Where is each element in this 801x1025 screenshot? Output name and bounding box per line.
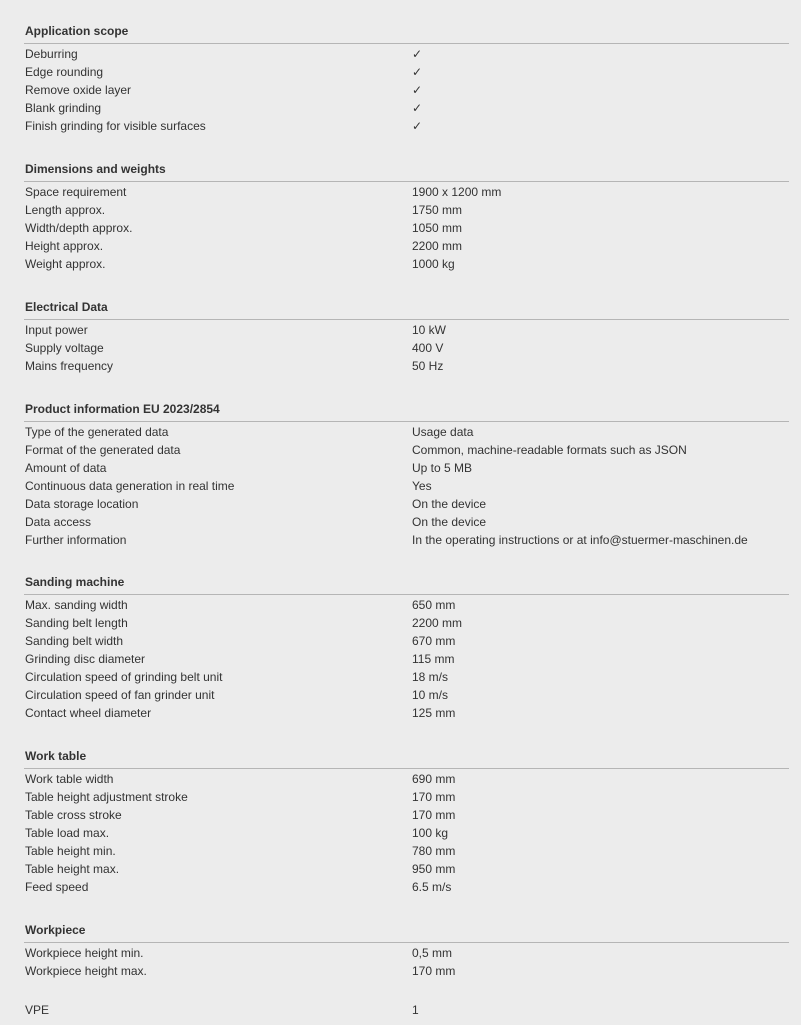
spec-value: 650 mm [412, 598, 456, 612]
spec-label: Work table width [25, 772, 114, 786]
spec-label: Type of the generated data [25, 425, 169, 439]
spec-label: Data storage location [25, 497, 139, 511]
spec-label: Blank grinding [25, 101, 102, 115]
spec-label: Mains frequency [25, 359, 114, 373]
spec-value: 100 kg [412, 826, 449, 840]
spec-label: Table load max. [25, 826, 110, 840]
spec-label: Table height adjustment stroke [25, 790, 188, 804]
spec-label: Circulation speed of fan grinder unit [25, 688, 215, 702]
spec-value: 780 mm [412, 844, 456, 858]
spec-row [24, 99, 789, 117]
spec-row [24, 770, 789, 788]
spec-value: On the device [412, 515, 487, 529]
spec-label: Sanding belt width [25, 634, 124, 648]
spec-label: Format of the generated data [25, 443, 181, 457]
spec-row [24, 596, 789, 614]
spec-row [24, 668, 789, 686]
spec-label: Width/depth approx. [25, 221, 133, 235]
spec-row [24, 704, 789, 722]
spec-row [24, 117, 789, 135]
check-icon: ✓ [412, 65, 423, 79]
section-sanding-machine [24, 569, 789, 722]
spec-row [24, 459, 789, 477]
spec-row [24, 339, 789, 357]
spec-row [24, 477, 789, 495]
spec-label: Circulation speed of grinding belt unit [25, 670, 223, 684]
spec-row [24, 81, 789, 99]
spec-value: 0,5 mm [412, 946, 453, 960]
spec-row [24, 63, 789, 81]
section-title: Electrical Data [24, 294, 789, 320]
spec-value: Yes [412, 479, 432, 493]
section-title: Work table [24, 743, 789, 769]
spec-row [24, 255, 789, 273]
spec-row [24, 531, 789, 549]
section-work-table [24, 743, 789, 896]
spec-value: 10 kW [412, 323, 447, 337]
spec-value: 125 mm [412, 706, 456, 720]
spec-value: 50 Hz [412, 359, 444, 373]
spec-value: Usage data [412, 425, 474, 439]
spec-label: Deburring [25, 47, 78, 61]
vpe-row [24, 1001, 789, 1019]
spec-row [24, 201, 789, 219]
spec-label: Length approx. [25, 203, 106, 217]
spec-label: Finish grinding for visible surfaces [25, 119, 206, 133]
spec-value: On the device [412, 497, 487, 511]
spec-value: 1050 mm [412, 221, 463, 235]
spec-label: Table cross stroke [25, 808, 122, 822]
spec-label: Further information [25, 533, 127, 547]
spec-value: Up to 5 MB [412, 461, 473, 475]
check-icon: ✓ [412, 47, 423, 61]
spec-label: Space requirement [25, 185, 127, 199]
spec-row [24, 219, 789, 237]
check-icon: ✓ [412, 101, 423, 115]
check-icon: ✓ [412, 119, 423, 133]
spec-row [24, 788, 789, 806]
spec-label: VPE [25, 1003, 50, 1017]
spec-value: 18 m/s [412, 670, 449, 684]
spec-row [24, 1001, 789, 1019]
spec-label: Remove oxide layer [25, 83, 132, 97]
spec-label: Amount of data [25, 461, 107, 475]
check-icon: ✓ [412, 83, 423, 97]
section-title: Application scope [24, 18, 789, 44]
spec-row [24, 806, 789, 824]
spec-value: 6.5 m/s [412, 880, 452, 894]
spec-value: 1 [412, 1003, 419, 1017]
spec-value: 1750 mm [412, 203, 463, 217]
spec-label: Data access [25, 515, 92, 529]
spec-row [24, 860, 789, 878]
spec-row [24, 357, 789, 375]
spec-value: 670 mm [412, 634, 456, 648]
section-title: Sanding machine [24, 569, 789, 595]
section-workpiece [24, 917, 789, 980]
spec-label: Grinding disc diameter [25, 652, 146, 666]
spec-row [24, 962, 789, 980]
spec-label: Workpiece height min. [25, 946, 144, 960]
spec-label: Continuous data generation in real time [25, 479, 235, 493]
spec-row [24, 614, 789, 632]
spec-row [24, 321, 789, 339]
spec-row [24, 237, 789, 255]
spec-value: 690 mm [412, 772, 456, 786]
spec-value: 2200 mm [412, 616, 463, 630]
spec-value: 1000 kg [412, 257, 455, 271]
section-dimensions-and-weights [24, 156, 789, 273]
spec-value: 2200 mm [412, 239, 463, 253]
spec-value: Common, machine-readable formats such as JSON [412, 443, 687, 457]
spec-label: Sanding belt length [25, 616, 128, 630]
spec-label: Max. sanding width [25, 598, 128, 612]
spec-row [24, 650, 789, 668]
spec-value: 170 mm [412, 964, 456, 978]
spec-row [24, 686, 789, 704]
spec-row [24, 495, 789, 513]
spec-label: Contact wheel diameter [25, 706, 152, 720]
spec-value: 1900 x 1200 mm [412, 185, 502, 199]
spec-label: Input power [25, 323, 88, 337]
spec-label: Height approx. [25, 239, 104, 253]
spec-row [24, 944, 789, 962]
section-title: Dimensions and weights [24, 156, 789, 182]
spec-value: 170 mm [412, 808, 456, 822]
spec-row [24, 878, 789, 896]
spec-label: Table height max. [25, 862, 120, 876]
spec-row [24, 441, 789, 459]
spec-label: Feed speed [25, 880, 89, 894]
spec-label: Edge rounding [25, 65, 104, 79]
spec-row [24, 632, 789, 650]
section-product-information [24, 396, 789, 549]
spec-row [24, 183, 789, 201]
spec-value: 115 mm [412, 652, 455, 666]
spec-value: In the operating instructions or at info@stuermer-maschinen.de [412, 533, 748, 547]
spec-label: Supply voltage [25, 341, 104, 355]
section-application-scope [24, 18, 789, 135]
section-title: Product information EU 2023/2854 [24, 396, 789, 422]
section-title: Workpiece [24, 917, 789, 943]
spec-row [24, 45, 789, 63]
section-electrical-data [24, 294, 789, 375]
spec-value: 170 mm [412, 790, 456, 804]
spec-row [24, 423, 789, 441]
spec-row [24, 824, 789, 842]
spec-label: Table height min. [25, 844, 116, 858]
spec-label: Weight approx. [25, 257, 106, 271]
spec-label: Workpiece height max. [25, 964, 147, 978]
spec-row [24, 513, 789, 531]
spec-value: 10 m/s [412, 688, 449, 702]
spec-value: 950 mm [412, 862, 456, 876]
spec-row [24, 842, 789, 860]
spec-value: 400 V [412, 341, 444, 355]
